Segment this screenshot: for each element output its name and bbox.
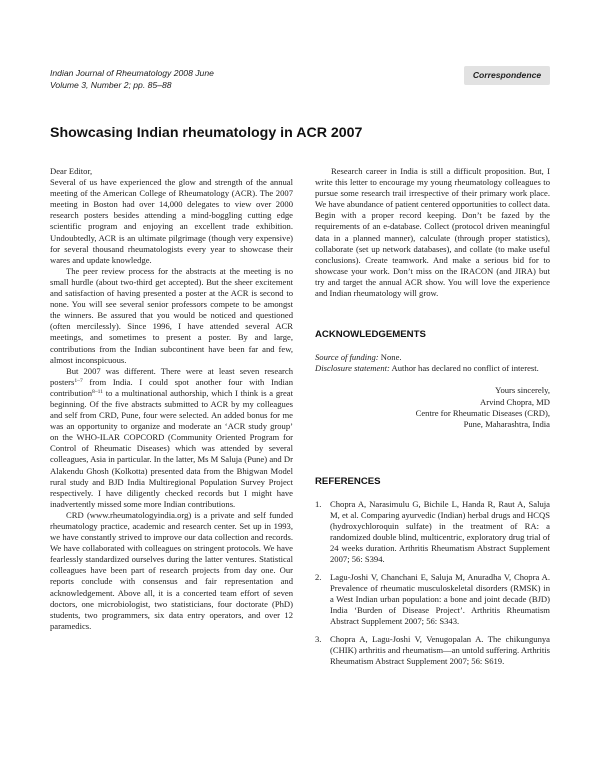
disclosure-value: Author has declared no conflict of interest. [389, 363, 539, 374]
author-affiliation: Centre for Rheumatic Diseases (CRD), [415, 407, 550, 418]
signoff-block [315, 385, 550, 429]
author-location: Pune, Maharashtra, India [463, 418, 550, 429]
reference-item [315, 572, 550, 627]
reference-item [315, 499, 550, 566]
reference-text: Chopra A, Narasimulu G, Bichile L, Handa R, Raut A, Saluja M, et al. Comparing ayurvedic (Indian) herbal drugs and HCQS (hydroxychloroquin sulfate) in the treatment of RA: a randomized double blind, multicentric, exploratory drug trial of 24 weeks duration. Arthritis Rheumatism Abstract Supplement 2007; 56: S394. [330, 498, 550, 565]
references-list [315, 499, 550, 668]
reference-item [315, 634, 550, 667]
section-badge: Correspondence [464, 66, 550, 85]
paragraph-3-text-c: to a multinational authorship, which I think is a great beginning. Of the five abstracts submitted to ACR by my colleagues and self from CRD, Pune, four were selected. An added bonus for me was an opportunity to organize and moderate an ‘ACR study group’ on the WHO-ILAR COPCORD (Community Oriented Program for Control of Rheumatic Diseases) which was attended by several colleagues, Asia in particular. In the latter, Ms M Saluja (Pune) and Dr Alakendu Ghosh (Kolkotta) presented data from the Bhigwan Model rural study and BJD India Multiregional Population Survey Project respectively. I have diligently checked records but I might have inadvertently missed some more Indian contributions. [50, 387, 293, 509]
reference-number: 3. [315, 634, 322, 645]
disclosure-statement [315, 363, 550, 374]
citation-superscript-1: 1–7 [74, 377, 83, 384]
body-paragraph-3 [50, 366, 293, 510]
body-paragraph-1: Several of us have experienced the glow and strength of the annual meeting of the American College of Rheumatology (ACR). The 2007 meeting in Boston had over 14,000 delegates to view over 2000 research posters besides attending a mind-boggling cutting edge scientific program and enjoying an excellent trade exhibition. Undoubtedly, ACR is an ultimate pilgrimage (though very expensive) for several thousand rheumatologists every year to showcase their wares and update knowledge. [50, 177, 293, 265]
body-paragraph-4: CRD (www.rheumatologyindia.org) is a private and self funded rheumatology practice, academic and research center. Set up in 1993, we have constantly strived to improve our data collection and records. We have collaborated with colleagues on stringent protocols. We have fearlessly standardized ourselves during the latter ventures. Statistical colleagues have been part of research projects from day one. Our reports conclude with consensus and fair representation and acknowledgement. Above all, it is a concerted team effort of seven doctors, one microbiologist, two statisticians, four doctorate (PhD) students, two programmers, six data entry operators, and over 12 paramedics. [50, 509, 293, 631]
acknowledgements-heading: ACKNOWLEDGEMENTS [315, 329, 426, 341]
journal-citation [50, 67, 214, 91]
body-paragraph-2: The peer review process for the abstracts at the meeting is no small hurdle (about two-third get accepted). But the sheer excitement and satisfaction of having presented a poster at the ACR is second to none. You will see several senior professors compete to be amongst the winners. Be assured that you would be noticed and questioned (often mercilessly). Since 1996, I have attended several ACR meetings, and sometimes to present a poster. By and large, contributions from the Indian subcontinent have been far and few, almost inconspicuous. [50, 265, 293, 365]
disclosure-label: Disclosure statement: [315, 363, 390, 374]
author-name: Arvind Chopra, MD [480, 396, 550, 407]
reference-number: 1. [315, 498, 322, 509]
right-column [315, 166, 550, 674]
citation-superscript-2: 8–11 [92, 388, 103, 395]
references-heading: REFERENCES [315, 475, 381, 487]
reference-number: 2. [315, 572, 322, 583]
funding-label: Source of funding: [315, 352, 379, 363]
funding-value: None. [378, 352, 402, 363]
reference-text: Chopra A, Lagu-Joshi V, Venugopalan A. The chikungunya (CHIK) arthritis and rheumatism—an untold suffering. Arthritis Rheumatism Abstract Supplement 2007; 56: S619. [330, 634, 550, 667]
reference-text: Lagu-Joshi V, Chanchani E, Saluja M, Anuradha V, Chopra A. Prevalence of rheumatic musculoskeletal disorders (RMSK) in a West Indian urban population: a bone and joint decade (BJD) India ‘Burden of Disease Project’. Arthritis Rheumatism Abstract Supplement 2007; 56: S343. [330, 572, 550, 627]
signoff-closing: Yours sincerely, [495, 385, 550, 396]
journal-issue-line: Indian Journal of Rheumatology 2008 June [50, 68, 214, 78]
paragraph-3-text-a: But 2007 was different. There were at least seven research posters [50, 365, 293, 387]
article-title: Showcasing Indian rheumatology in ACR 2007 [50, 125, 363, 141]
funding-statement [315, 352, 550, 363]
salutation: Dear Editor, [50, 166, 93, 176]
body-paragraph-5: Research career in India is still a difficult proposition. But, I write this letter to encourage my young rheumatology colleagues to pursue some research trail irrespective of their primary work place. We have abundance of patient centered opportunities to collect data. Begin with a proper record keeping. Don’t be fazed by the requirements of an e-database. Collect (protocol driven meaningful data in a planned manner), calculate (through proper statistics), collaborate (set up network databases), and collate (to make useful conclusions). Create teamwork. And make a serious bid for to showcase your work. Don’t miss on the IRACON (and JIRA) but try and target the annual ACR show. You will love the experience and Indian rheumatology will grow. [315, 166, 550, 299]
paragraph-3-text-b: from India. I could spot another four with Indian contribution [50, 376, 293, 398]
left-column [50, 166, 293, 632]
journal-volume-line: Volume 3, Number 2; pp. 85–88 [50, 80, 172, 90]
